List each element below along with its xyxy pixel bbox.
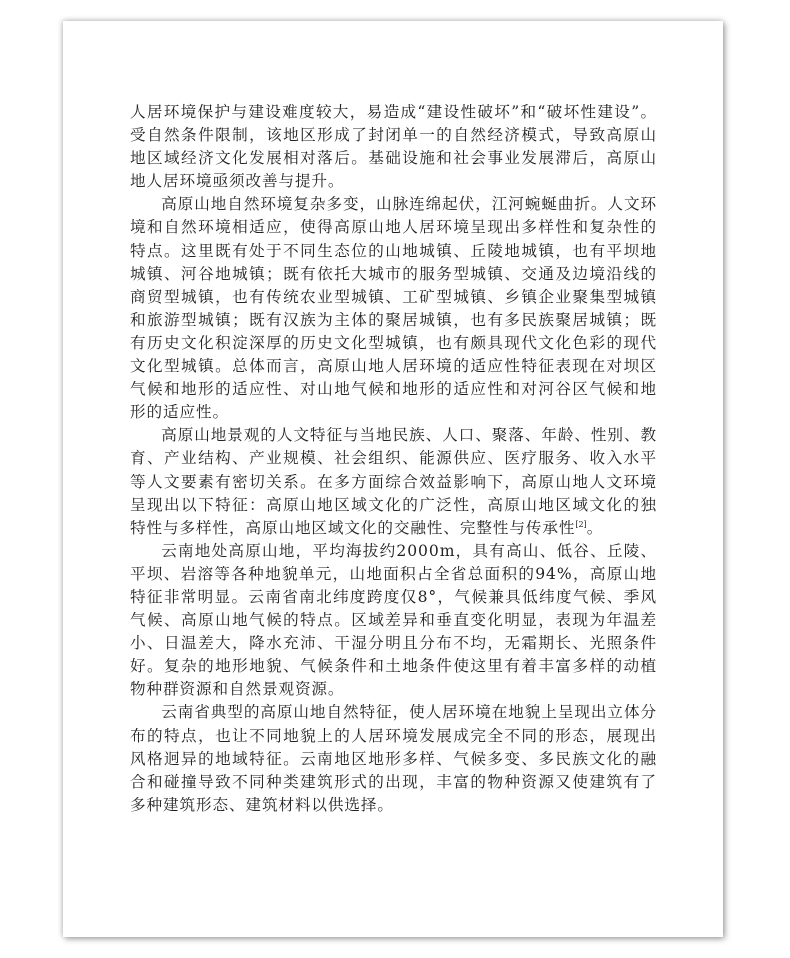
paragraph-1-text: 人居环境保护与建设难度较大，易造成“建设性破坏”和“破坏性建设”。受自然条件限制，该地区形成了封闭单一的自然经济模式，导致高原山地区域经济文化发展相对落后。基础设施和社会事业发展滞后，高原山地人居环境亟须改善与提升。 [130,103,657,191]
document-page [63,21,723,937]
body-text [130,101,657,817]
paragraph-3 [130,424,657,539]
paragraph-4-text: 云南地处高原山地，平均海拔约2000m，具有高山、低谷、丘陵、平坝、岩溶等各种地貌单元，山地面积占全省总面积的94%，高原山地特征非常明显。云南省南北纬度跨度仅8°，气候兼具低纬度气候、季风气候、高原山地气候的特点。区域差异和垂直变化明显，表现为年温差小、日温差大，降水充沛、干湿分明且分布不均，无霜期长、光照条件好。复杂的地形地貌、气候条件和土地条件使这里有着丰富多样的动植物种群资源和自然景观资源。 [130,541,657,699]
paragraph-1 [130,101,657,193]
paragraph-5 [130,701,657,816]
citation-reference[interactable]: [2] [575,519,587,529]
paragraph-3-text: 高原山地景观的人文特征与当地民族、人口、聚落、年龄、性别、教育、产业结构、产业规模、社会组织、能源供应、医疗服务、收入水平等人文要素有密切关系。在多方面综合效益影响下，高原山地人文环境呈现出以下特征：高原山地区域文化的广泛性，高原山地区域文化的独特性与多样性，高原山地区域文化的交融性、完整性与传承性 [130,426,657,537]
paragraph-3-tail: 。 [586,518,604,537]
paragraph-2 [130,193,657,424]
paragraph-2-text: 高原山地自然环境复杂多变，山脉连绵起伏，江河蜿蜒曲折。人文环境和自然环境相适应，使得高原山地人居环境呈现出多样性和复杂性的特点。这里既有处于不同生态位的山地城镇、丘陵地城镇，也有平坝地城镇、河谷地城镇；既有依托大城市的服务型城镇、交通及边境沿线的商贸型城镇，也有传统农业型城镇、工矿型城镇、乡镇企业聚集型城镇和旅游型城镇；既有汉族为主体的聚居城镇，也有多民族聚居城镇；既有历史文化积淀深厚的历史文化型城镇，也有颇具现代文化色彩的现代文化型城镇。总体而言，高原山地人居环境的适应性特征表现在对坝区气候和地形的适应性、对山地气候和地形的适应性和对河谷区气候和地形的适应性。 [130,195,657,422]
paragraph-5-text: 云南省典型的高原山地自然特征，使人居环境在地貌上呈现出立体分布的特点，也让不同地貌上的人居环境发展成完全不同的形态，展现出风格迥异的地域特征。云南地区地形多样、气候多变、多民族文化的融合和碰撞导致不同种类建筑形式的出现，丰富的物种资源又使建筑有了多种建筑形态、建筑材料以供选择。 [130,703,657,814]
paragraph-4 [130,540,657,702]
